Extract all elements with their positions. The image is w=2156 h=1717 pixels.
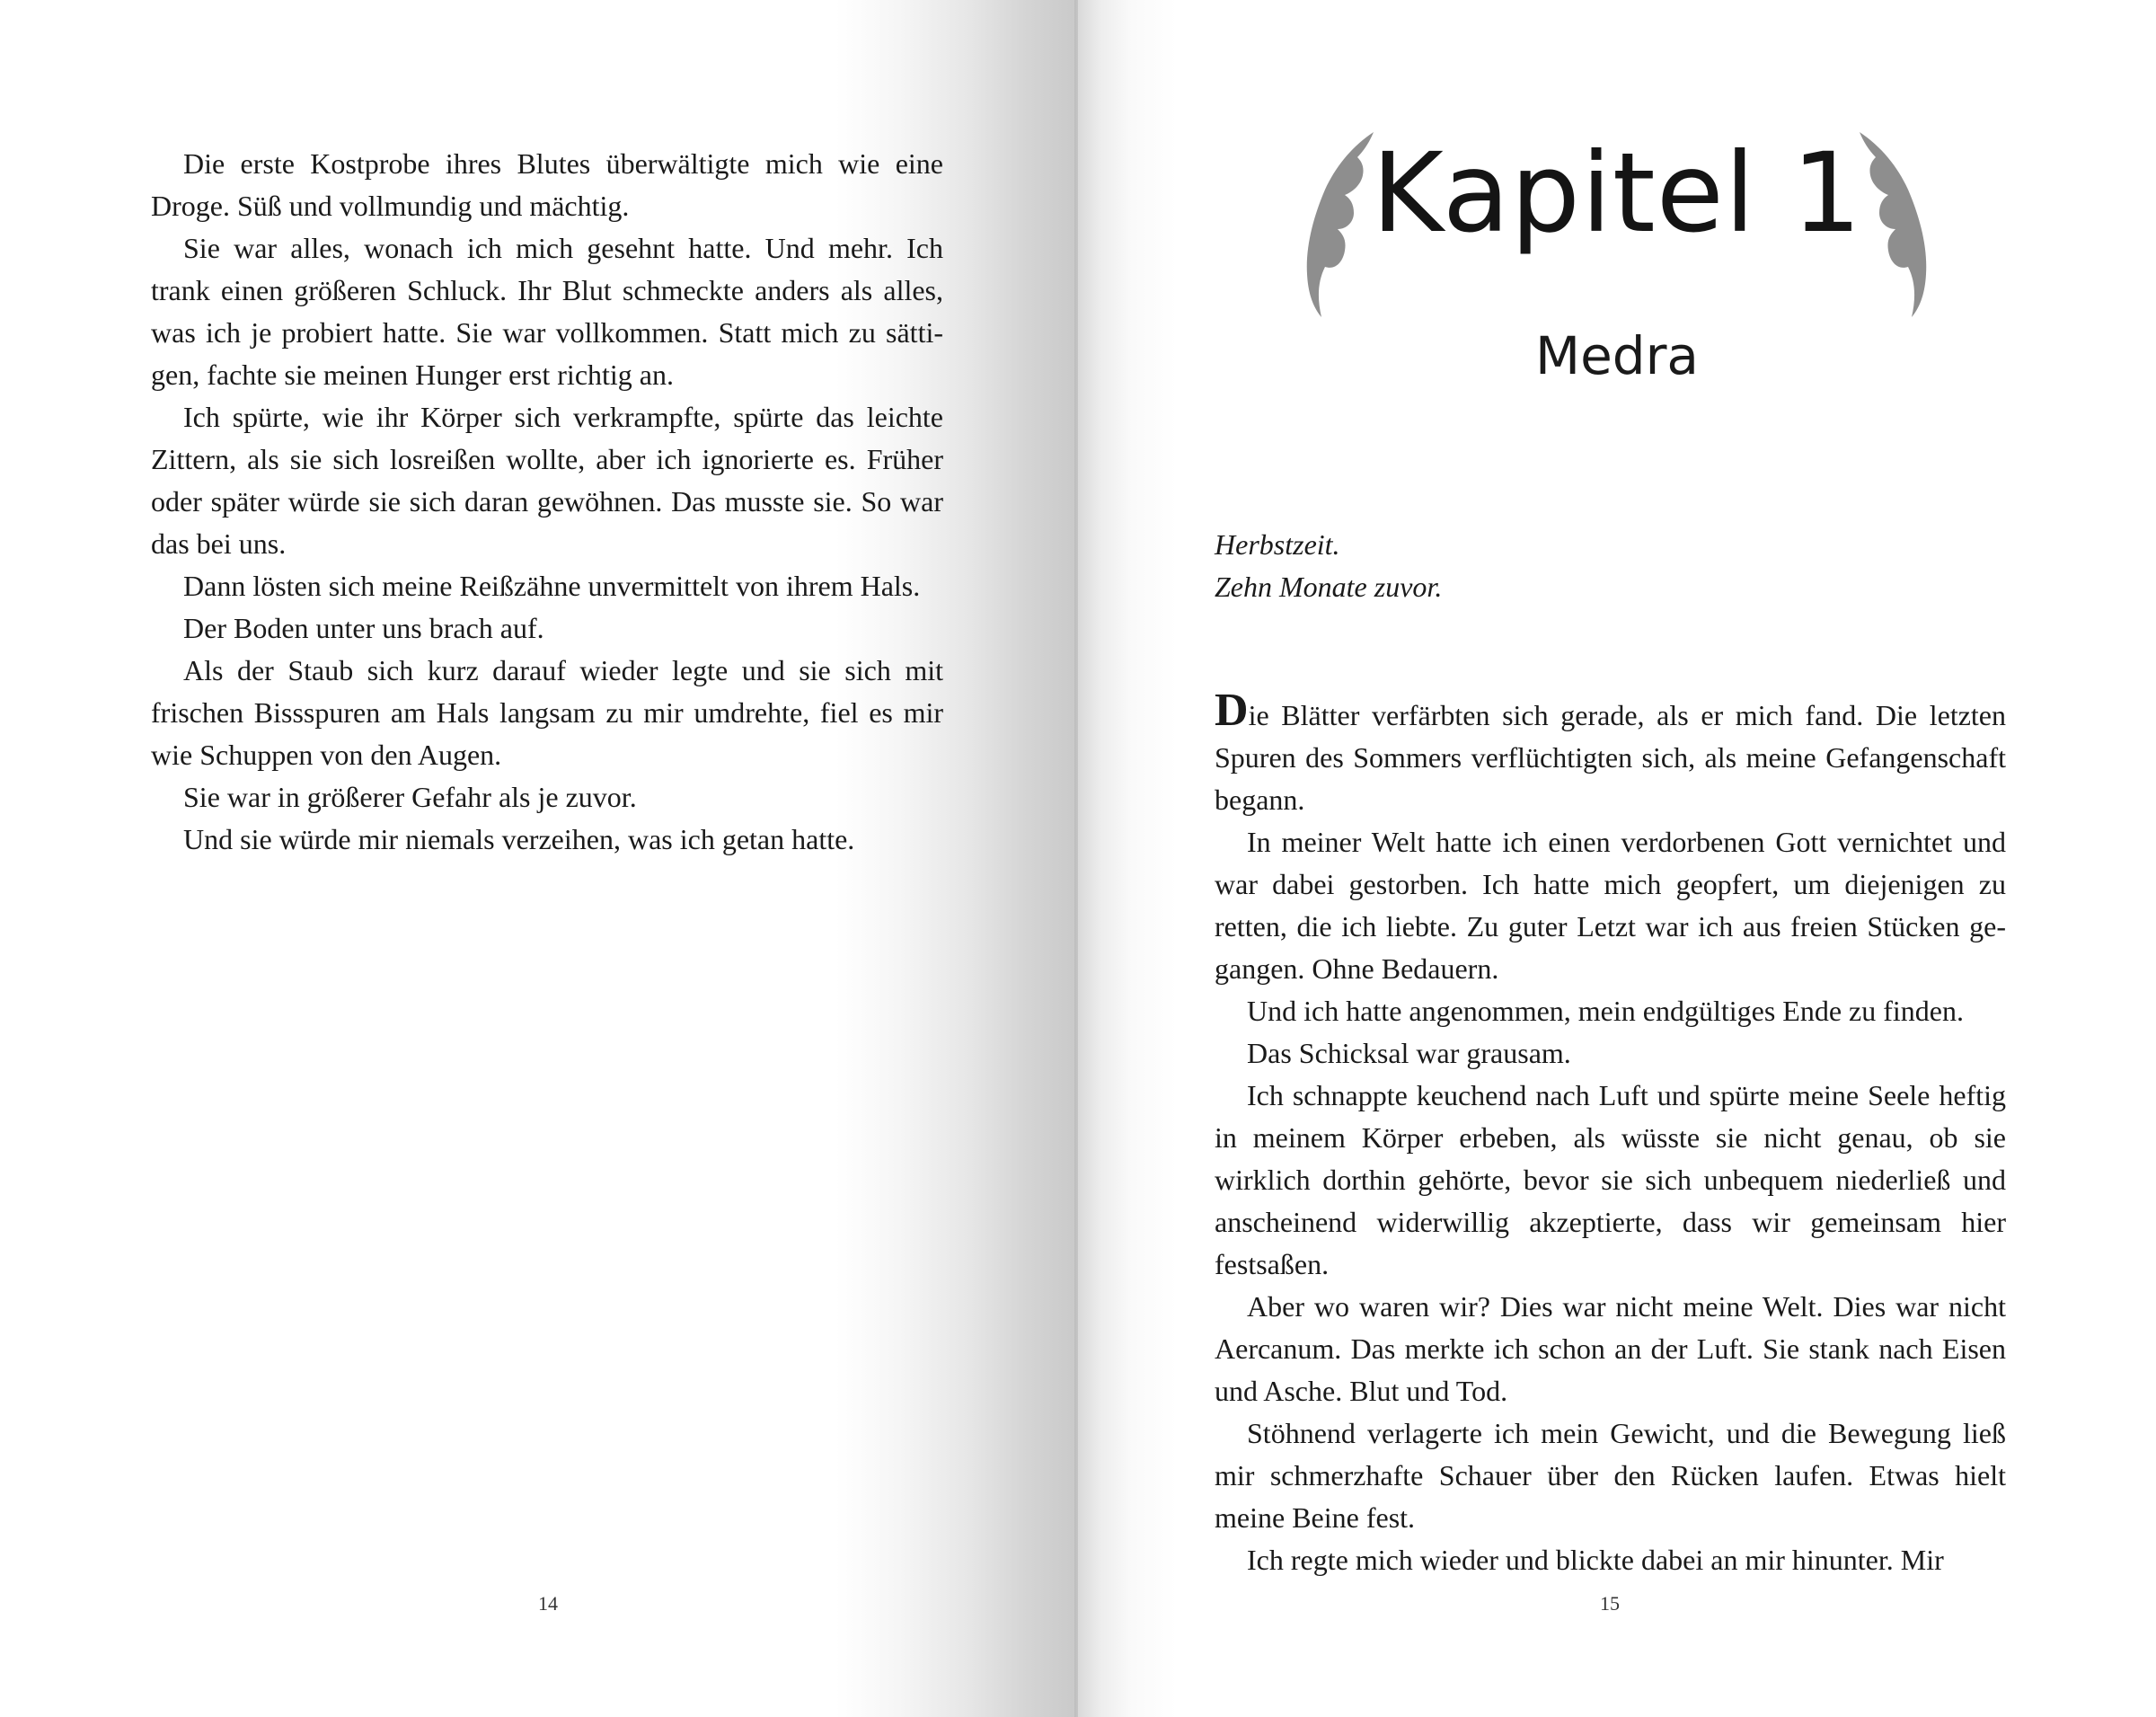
epigraph-line: Herbstzeit. xyxy=(1215,528,1340,561)
right-paragraph: Ich regte mich wieder und blickte dabei an mir hinunter. Mir xyxy=(1247,1544,1944,1576)
right-paragraph: Ich schnappte keuchend nach Luft und spürte meine Seele heftig in meinem Körper erbeben, als wüsste sie nicht genau, ob sie wirklich dorthin gehörte, bevor sie sich unbequem niederließ und anscheinend widerwillig akzeptierte, dass wir gemeinsam hier festsaßen. xyxy=(1215,1079,2006,1280)
epigraph-line: Zehn Monate zuvor. xyxy=(1215,571,1443,603)
left-paragraph: Als der Staub sich kurz darauf wieder legte und sie sich mit frischen Bissspuren am Hals langsam zu mir umdrehte, fiel es mir wie Schuppen von den Augen. xyxy=(151,654,943,771)
drop-cap: D xyxy=(1215,685,1249,736)
right-paragraph: Das Schicksal war grausam. xyxy=(1247,1037,1571,1069)
right-paragraph: In meiner Welt hatte ich einen verdorbenen Gott vernichtet und war dabei gestorben. Ich hatte mich geopfert, um diejenigen zu retten, die ich liebte. Zu guter Letzt war ich aus freien Stücken gegangen. Ohne Bedauern. xyxy=(1215,826,2006,985)
left-paragraph: Der Boden unter uns brach auf. xyxy=(183,612,544,644)
left-paragraph: Sie war in größerer Gefahr als je zuvor. xyxy=(183,781,637,813)
left-paragraph: Und sie würde mir niemals verzeihen, was ich getan hatte. xyxy=(183,823,855,855)
first-paragraph-text: ie Blätter verfärbten sich gerade, als er mich fand. Die letzten Spuren des Sommers verflüchtigten sich, als meine Gefangenschaft begann. xyxy=(1215,699,2006,816)
right-paragraph: Stöhnend verlagerte ich mein Gewicht, und die Bewegung ließ mir schmerzhafte Schauer über den Rücken laufen. Etwas hielt meine Beine fest. xyxy=(1215,1417,2006,1534)
left-paragraph: Sie war alles, wonach ich mich gesehnt hatte. Und mehr. Ich trank einen größeren Schluck. Ihr Blut schmeckte anders als alles, was ich je probiert hatte. Sie war vollkommen. Statt mich zu sättigen, fachte sie meinen Hunger erst richtig an. xyxy=(151,232,943,391)
chapter-subtitle: Medra xyxy=(1535,325,1699,386)
left-paragraph: Dann lösten sich meine Reißzähne unvermittelt von ihrem Hals. xyxy=(183,570,921,602)
chapter-title: Kapitel 1 xyxy=(1371,129,1863,257)
right-paragraph: Aber wo waren wir? Dies war nicht meine Welt. Dies war nicht Aercanum. Das merkte ich schon an der Luft. Sie stank nach Eisen und Asche. Blut und Tod. xyxy=(1215,1290,2006,1407)
left-paragraph: Ich spürte, wie ihr Körper sich verkrampfte, spürte das leichte Zittern, als sie sich losreißen wollte, aber ich ignorierte es. Früher oder später würde sie sich daran gewöhnen. Das musste sie. So war das bei uns. xyxy=(151,401,943,560)
page-number-right: 15 xyxy=(1600,1592,1620,1615)
right-page xyxy=(1078,0,2156,1717)
left-page-body xyxy=(151,143,943,861)
left-paragraph: Die erste Kostprobe ihres Blutes überwältigte mich wie eine Droge. Süß und vollmundig und mächtig. xyxy=(151,147,943,222)
right-paragraph: Und ich hatte angenommen, mein endgültiges Ende zu finden. xyxy=(1247,995,1964,1027)
page-number-left: 14 xyxy=(538,1592,558,1615)
right-first-paragraph xyxy=(1215,685,2006,821)
right-page-body xyxy=(1215,685,2006,1581)
epigraph xyxy=(1215,524,2005,608)
